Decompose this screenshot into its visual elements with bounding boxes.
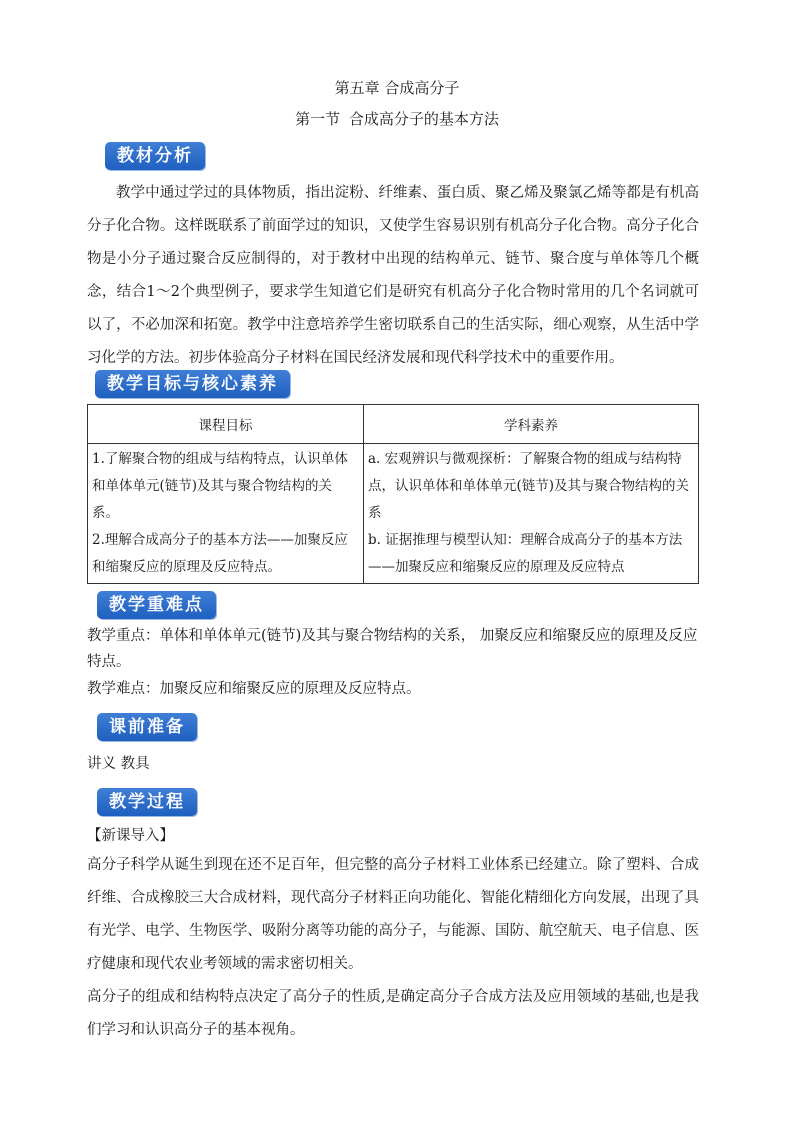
analysis-paragraph: 教学中通过学过的具体物质，指出淀粉、纤维素、蛋白质、聚乙烯及聚氯乙烯等都是有机高分子化合物。这样既联系了前面学过的知识，又使学生容易识别有机高分子化合物。高分子化合物是小分子通过聚合反应制得的，对于教材中出现的结构单元、链节、聚合度与单体等几个概念，结合1～2个典型例子，要求学生知道它们是研究有机高分子化合物时常用的几个名词就可以了，不必加深和拓宽。教学中注意培养学生密切联系自己的生活实际，细心观察，从生活中学习化学的方法。初步体验高分子材料在国民经济发展和现代科学技术中的重要作用。 xyxy=(87,185,699,366)
prep-text: 讲义 教具 xyxy=(87,756,150,772)
goals-col2-header: 学科素养 xyxy=(364,405,699,444)
course-goal-1: 1.了解聚合物的组成与结构特点，认识单体和单体单元(链节)及其与聚合物结构的关系。 xyxy=(92,451,348,521)
goals-col2-cell xyxy=(364,444,699,584)
intro-paragraph-1: 高分子科学从诞生到现在还不足百年，但完整的高分子材料工业体系已经建立。除了塑料、合成纤维、合成橡胶三大合成材料，现代高分子材料正向功能化、智能化精细化方向发展，出现了具有光学、电学、生物医学、吸附分离等功能的高分子，与能源、国防、航空航天、电子信息、医疗健康和现代农业考领域的需求密切相关。 xyxy=(87,857,699,972)
intro-paragraph-2: 高分子的组成和结构特点决定了高分子的性质,是确定高分子合成方法及应用领域的基础,也是我们学习和认识高分子的基本视角。 xyxy=(87,989,699,1038)
chapter-title: 第五章 合成高分子 xyxy=(334,79,460,97)
badge-prep: 课前准备 xyxy=(97,713,197,741)
course-goal-2: 2.理解合成高分子的基本方法——加聚反应和缩聚反应的原理及反应特点。 xyxy=(92,532,348,575)
badge-process: 教学过程 xyxy=(97,788,197,816)
badge-key-points: 教学重难点 xyxy=(97,591,216,619)
goals-col1-cell xyxy=(88,444,364,584)
goals-table xyxy=(87,404,699,584)
difficult-point-text: 教学难点：加聚反应和缩聚反应的原理及反应特点。 xyxy=(87,681,421,697)
literacy-goal-a: a. 宏观辨识与微观探析：了解聚合物的组成与结构特点，认识单体和单体单元(链节)及其与聚合物结构的关系 xyxy=(368,451,690,521)
goals-col1-header: 课程目标 xyxy=(88,405,364,444)
key-point-text: 教学重点：单体和单体单元(链节)及其与聚合物结构的关系， 加聚反应和缩聚反应的原理及反应特点。 xyxy=(87,628,698,670)
badge-analysis: 教材分析 xyxy=(105,142,205,170)
literacy-goal-b: b. 证据推理与模型认知：理解合成高分子的基本方法——加聚反应和缩聚反应的原理及反应特点 xyxy=(368,532,683,575)
badge-goals: 教学目标与核心素养 xyxy=(95,370,290,398)
intro-label: 【新课导入】 xyxy=(87,828,174,844)
section-title: 第一节 合成高分子的基本方法 xyxy=(295,110,499,128)
